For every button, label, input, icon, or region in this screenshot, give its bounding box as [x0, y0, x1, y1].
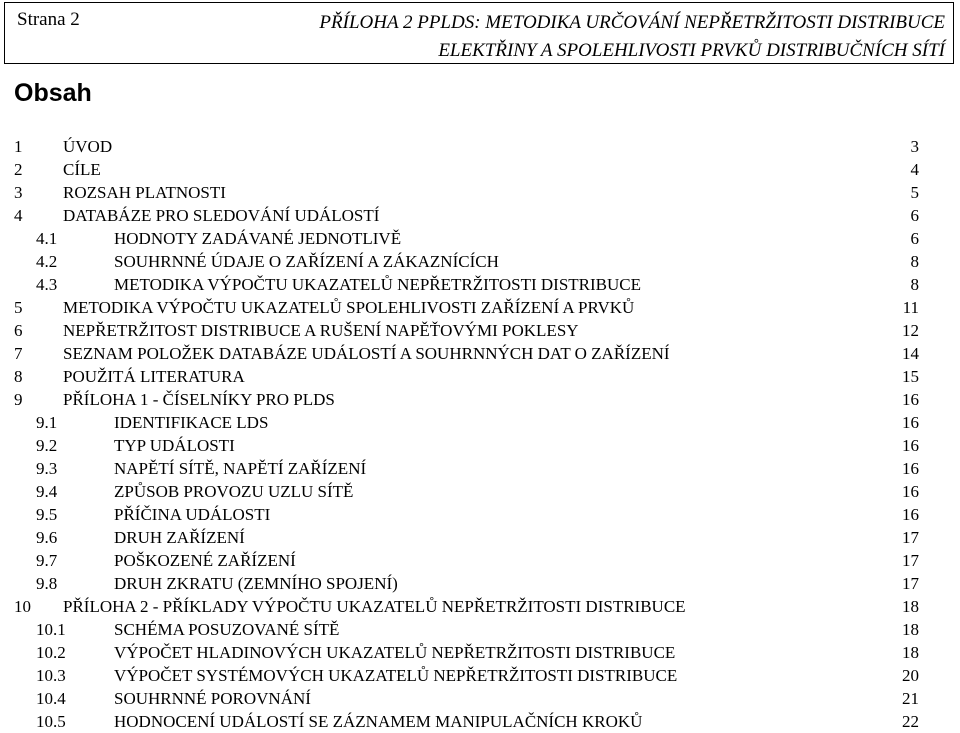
toc-entry-title[interactable]: SOUHRNNÉ POROVNÁNÍ: [114, 689, 311, 708]
document-title-line2: ELEKTŘINY A SPOLEHLIVOSTI PRVKŮ DISTRIBUČNÍCH SÍTÍ: [438, 40, 945, 61]
toc-entry-title[interactable]: ROZSAH PLATNOSTI: [63, 183, 226, 202]
toc-entry[interactable]: [0, 411, 960, 434]
toc-entry[interactable]: [0, 227, 960, 250]
toc-entry-number: 3: [14, 183, 23, 202]
toc-entry[interactable]: [0, 342, 960, 365]
toc-entry-title[interactable]: HODNOCENÍ UDÁLOSTÍ SE ZÁZNAMEM MANIPULAČNÍCH KROKŮ: [114, 712, 643, 731]
document-title: [319, 9, 945, 65]
toc-entry-number: 9.1: [36, 413, 58, 432]
page-number-label: Strana 2: [17, 9, 80, 30]
toc-entry-page: 20: [902, 666, 919, 685]
toc-entry-number: 10.3: [36, 666, 66, 685]
toc-entry-number: 8: [14, 367, 23, 386]
toc-entry[interactable]: [0, 710, 960, 733]
toc-entry-number: 7: [14, 344, 23, 363]
toc-entry[interactable]: [0, 480, 960, 503]
toc-entry-page: 6: [910, 206, 919, 225]
toc-entry-page: 6: [910, 229, 919, 248]
toc-entry[interactable]: [0, 572, 960, 595]
toc-entry-number: 10.1: [36, 620, 66, 639]
toc-entry-number: 1: [14, 137, 23, 156]
toc-entry-number: 4: [14, 206, 23, 225]
toc-entry-title[interactable]: SOUHRNNÉ ÚDAJE O ZAŘÍZENÍ A ZÁKAZNÍCÍCH: [114, 252, 499, 271]
toc-entry-number: 9.4: [36, 482, 58, 501]
toc-entry-title[interactable]: VÝPOČET HLADINOVÝCH UKAZATELŮ NEPŘETRŽITOSTI DISTRIBUCE: [114, 643, 676, 662]
toc-entry-page: 14: [902, 344, 919, 363]
toc-entry-title[interactable]: SCHÉMA POSUZOVANÉ SÍTĚ: [114, 620, 340, 639]
toc-entry[interactable]: [0, 434, 960, 457]
toc-entry-title[interactable]: SEZNAM POLOŽEK DATABÁZE UDÁLOSTÍ A SOUHRNNÝCH DAT O ZAŘÍZENÍ: [63, 344, 670, 363]
toc-entry[interactable]: [0, 204, 960, 227]
toc-entry-page: 4: [910, 160, 919, 179]
toc-entry-title[interactable]: POUŽITÁ LITERATURA: [63, 367, 245, 386]
toc-entry[interactable]: [0, 618, 960, 641]
toc-entry[interactable]: [0, 457, 960, 480]
toc-entry-title[interactable]: PŘÍLOHA 1 - ČÍSELNÍKY PRO PLDS: [63, 390, 335, 409]
toc-entry-title[interactable]: METODIKA VÝPOČTU UKAZATELŮ NEPŘETRŽITOSTI DISTRIBUCE: [114, 275, 641, 294]
toc-entry-page: 21: [902, 689, 919, 708]
toc-entry-page: 18: [902, 620, 919, 639]
toc-entry-page: 16: [902, 459, 919, 478]
toc-entry-page: 16: [902, 390, 919, 409]
toc-entry-title[interactable]: TYP UDÁLOSTI: [114, 436, 235, 455]
toc-entry-number: 9.8: [36, 574, 58, 593]
toc-entry-title[interactable]: NAPĚTÍ SÍTĚ, NAPĚTÍ ZAŘÍZENÍ: [114, 459, 367, 478]
toc-entry[interactable]: [0, 181, 960, 204]
contents-heading: Obsah: [14, 79, 92, 107]
toc-entry-number: 5: [14, 298, 23, 317]
toc-entry-title[interactable]: NEPŘETRŽITOST DISTRIBUCE A RUŠENÍ NAPĚŤOVÝMI POKLESY: [63, 321, 579, 340]
toc-entry[interactable]: [0, 526, 960, 549]
toc-entry-title[interactable]: ZPŮSOB PROVOZU UZLU SÍTĚ: [114, 482, 354, 501]
toc-entry-number: 9.7: [36, 551, 58, 570]
toc-entry[interactable]: [0, 664, 960, 687]
toc-entry-number: 9.6: [36, 528, 58, 547]
toc-entry-number: 2: [14, 160, 23, 179]
toc-entry-title[interactable]: ÚVOD: [63, 137, 113, 156]
toc-entry-title[interactable]: METODIKA VÝPOČTU UKAZATELŮ SPOLEHLIVOSTI ZAŘÍZENÍ A PRVKŮ: [63, 298, 635, 317]
document-title-line1: PŘÍLOHA 2 PPLDS: METODIKA URČOVÁNÍ NEPŘETRŽITOSTI DISTRIBUCE: [319, 12, 945, 33]
toc-entry-page: 17: [902, 551, 919, 570]
toc-entry-page: 3: [910, 137, 919, 156]
toc-entry-number: 10.5: [36, 712, 66, 731]
toc-entry[interactable]: [0, 158, 960, 181]
toc-entry-title[interactable]: POŠKOZENÉ ZAŘÍZENÍ: [114, 551, 296, 570]
toc-entry[interactable]: [0, 549, 960, 572]
toc-entry[interactable]: [0, 365, 960, 388]
toc-entry-title[interactable]: DRUH ZKRATU (ZEMNÍHO SPOJENÍ): [114, 574, 398, 593]
toc-entry[interactable]: [0, 687, 960, 710]
toc-entry-title[interactable]: PŘÍLOHA 2 - PŘÍKLADY VÝPOČTU UKAZATELŮ NEPŘETRŽITOSTI DISTRIBUCE: [63, 597, 686, 616]
toc-entry-number: 10: [14, 597, 31, 616]
table-of-contents: [0, 135, 960, 733]
toc-entry[interactable]: [0, 273, 960, 296]
toc-entry-number: 9.5: [36, 505, 58, 524]
toc-entry-page: 15: [902, 367, 919, 386]
toc-entry[interactable]: [0, 135, 960, 158]
toc-entry[interactable]: [0, 319, 960, 342]
toc-entry-number: 4.2: [36, 252, 58, 271]
toc-entry-number: 10.4: [36, 689, 66, 708]
toc-entry-page: 8: [910, 252, 919, 271]
toc-entry-title[interactable]: DATABÁZE PRO SLEDOVÁNÍ UDÁLOSTÍ: [63, 206, 380, 225]
toc-entry-page: 17: [902, 528, 919, 547]
toc-entry[interactable]: [0, 296, 960, 319]
toc-entry-title[interactable]: CÍLE: [63, 160, 101, 179]
toc-entry-page: 16: [902, 413, 919, 432]
toc-entry-page: 18: [902, 643, 919, 662]
toc-entry-page: 16: [902, 505, 919, 524]
toc-entry-page: 16: [902, 482, 919, 501]
toc-entry-title[interactable]: VÝPOČET SYSTÉMOVÝCH UKAZATELŮ NEPŘETRŽITOSTI DISTRIBUCE: [114, 666, 678, 685]
toc-entry-number: 9.3: [36, 459, 58, 478]
toc-entry[interactable]: [0, 250, 960, 273]
toc-entry-page: 11: [902, 298, 919, 317]
toc-entry-title[interactable]: DRUH ZAŘÍZENÍ: [114, 528, 245, 547]
toc-entry-number: 9: [14, 390, 23, 409]
toc-entry[interactable]: [0, 388, 960, 411]
toc-entry-number: 4.1: [36, 229, 58, 248]
toc-entry-page: 5: [910, 183, 919, 202]
toc-entry-page: 22: [902, 712, 919, 731]
toc-entry[interactable]: [0, 641, 960, 664]
page-header: [4, 2, 954, 64]
toc-entry-page: 17: [902, 574, 919, 593]
toc-entry-page: 18: [902, 597, 919, 616]
toc-entry[interactable]: [0, 503, 960, 526]
toc-entry-page: 12: [902, 321, 919, 340]
toc-entry-number: 10.2: [36, 643, 66, 662]
toc-entry-title[interactable]: IDENTIFIKACE LDS: [114, 413, 269, 432]
toc-entry-page: 16: [902, 436, 919, 455]
toc-entry-number: 9.2: [36, 436, 58, 455]
toc-entry-number: 6: [14, 321, 23, 340]
toc-entry[interactable]: [0, 595, 960, 618]
toc-entry-title[interactable]: PŘÍČINA UDÁLOSTI: [114, 505, 271, 524]
toc-entry-title[interactable]: HODNOTY ZADÁVANÉ JEDNOTLIVĚ: [114, 229, 402, 248]
toc-entry-page: 8: [910, 275, 919, 294]
toc-entry-number: 4.3: [36, 275, 58, 294]
